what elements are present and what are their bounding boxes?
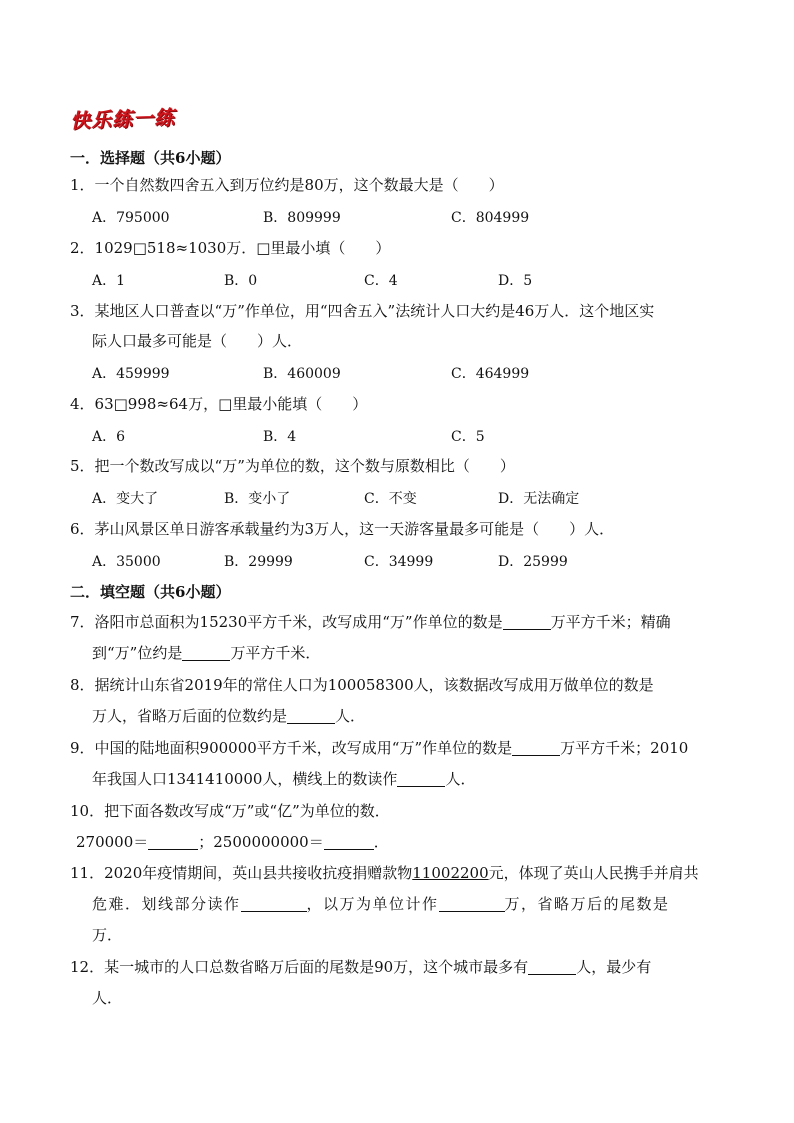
q4-option-c: C．5 bbox=[451, 429, 485, 445]
q6-option-d: D．25999 bbox=[498, 554, 568, 570]
q11-text-c: 危难．划线部分读作 bbox=[92, 895, 241, 913]
q10-text-b: 270000＝ bbox=[76, 833, 149, 851]
section-fill-heading: 二．填空题（共6小题） bbox=[70, 583, 231, 601]
q11-blank-1[interactable] bbox=[241, 895, 307, 912]
q3-option-c: C．464999 bbox=[451, 366, 530, 382]
q5-option-b: B．变小了 bbox=[224, 491, 291, 507]
q4-option-a: A．6 bbox=[92, 429, 126, 445]
question-5: 5．把一个数改写成以“万”为单位的数，这个数与原数相比（ ） bbox=[70, 457, 515, 475]
q11-text-b: 元，体现了英山人民携手并肩共 bbox=[488, 864, 699, 882]
q10-blank-1[interactable] bbox=[148, 833, 198, 850]
q1-option-b: B．809999 bbox=[263, 210, 341, 226]
q3-option-a: A．459999 bbox=[92, 366, 170, 382]
q5-option-d: D．无法确定 bbox=[498, 491, 580, 507]
q2-option-c: C．4 bbox=[364, 273, 398, 289]
q9-text-d: 人． bbox=[445, 770, 476, 788]
q8-blank[interactable] bbox=[287, 707, 335, 724]
question-3-line1: 3．某地区人口普查以“万”作单位，用“四舍五入”法统计人口大约是46万人．这个地区实 bbox=[70, 302, 655, 320]
question-7-line1 bbox=[70, 607, 671, 637]
q7-text-c: 到“万”位约是 bbox=[92, 644, 183, 662]
q8-text-b: 万人，省略万后面的位数约是 bbox=[92, 707, 288, 725]
q7-blank-2[interactable] bbox=[182, 644, 230, 661]
q7-text-a: 7．洛阳市总面积为15230平方千米，改写成用“万”作单位的数是 bbox=[70, 613, 503, 631]
question-9-line1 bbox=[70, 733, 688, 763]
q7-text-b: 万平方千米；精确 bbox=[550, 613, 671, 631]
q1-option-c: C．804999 bbox=[451, 210, 530, 226]
q6-option-b: B．29999 bbox=[224, 554, 293, 570]
q3-option-b: B．460009 bbox=[263, 366, 341, 382]
q11-text-d: ，以万为单位计作 bbox=[306, 895, 439, 913]
q12-text-b: 人，最少有 bbox=[576, 958, 652, 976]
q7-blank-1[interactable] bbox=[503, 613, 551, 630]
q10-text-d: ． bbox=[373, 833, 389, 851]
q9-text-c: 年我国人口1341410000人，横线上的数读作 bbox=[92, 770, 398, 788]
question-11-line3: 万． bbox=[92, 926, 123, 944]
q11-underlined-number: 11002200 bbox=[412, 864, 489, 882]
q12-text-a: 12．某一城市的人口总数省略万后面的尾数是90万，这个城市最多有 bbox=[70, 958, 529, 976]
q11-text-e: 万，省略万后的尾数是 bbox=[504, 895, 670, 913]
q12-blank[interactable] bbox=[528, 958, 576, 975]
q6-option-a: A．35000 bbox=[92, 554, 161, 570]
question-10-line1: 10．把下面各数改写成“万”或“亿”为单位的数． bbox=[70, 802, 390, 820]
question-12-line1 bbox=[70, 952, 651, 982]
q1-option-a: A．795000 bbox=[92, 210, 170, 226]
question-6: 6．茅山风景区单日游客承载量约为3万人，这一天游客量最多可能是（ ）人． bbox=[70, 520, 615, 538]
q5-option-a: A．变大了 bbox=[92, 491, 159, 507]
question-11-line1 bbox=[70, 858, 699, 888]
q11-blank-2[interactable] bbox=[439, 895, 505, 912]
question-11-line2 bbox=[92, 889, 670, 919]
q9-text-a: 9．中国的陆地面积900000平方千米，改写成用“万”作单位的数是 bbox=[70, 739, 513, 757]
q5-option-c: C．不变 bbox=[364, 491, 417, 507]
question-7-line2 bbox=[92, 638, 320, 668]
q4-option-b: B．4 bbox=[263, 429, 297, 445]
question-8-line2 bbox=[92, 701, 365, 731]
q7-text-d: 万平方千米． bbox=[230, 644, 321, 662]
q11-text-a: 11．2020年疫情期间，英山县共接收抗疫捐赠款物 bbox=[70, 864, 413, 882]
page-title: 快乐练一练 bbox=[69, 105, 176, 133]
question-9-line2 bbox=[92, 764, 475, 794]
question-4: 4．63□998≈64万，□里最小能填（ ） bbox=[70, 395, 368, 413]
q2-option-d: D．5 bbox=[498, 273, 533, 289]
q9-blank-1[interactable] bbox=[512, 739, 560, 756]
question-12-line2: 人． bbox=[92, 989, 123, 1007]
q6-option-c: C．34999 bbox=[364, 554, 434, 570]
q10-blank-2[interactable] bbox=[324, 833, 374, 850]
question-10-line2 bbox=[76, 827, 389, 857]
q2-option-a: A．1 bbox=[92, 273, 126, 289]
question-3-line2: 际人口最多可能是（ ）人． bbox=[92, 332, 303, 350]
section-choice-heading: 一．选择题（共6小题） bbox=[70, 149, 231, 167]
question-2: 2．1029□518≈1030万．□里最小填（ ） bbox=[70, 239, 391, 257]
q8-text-c: 人． bbox=[335, 707, 366, 725]
q2-option-b: B．0 bbox=[224, 273, 258, 289]
q9-blank-2[interactable] bbox=[397, 770, 445, 787]
question-1: 1．一个自然数四舍五入到万位约是80万，这个数最大是（ ） bbox=[70, 176, 504, 194]
q10-text-c: ；2500000000＝ bbox=[198, 833, 324, 851]
q9-text-b: 万平方千米；2010 bbox=[560, 739, 689, 757]
question-8-line1: 8．据统计山东省2019年的常住人口为100058300人，该数据改写成用万做单位的数是 bbox=[70, 676, 654, 694]
